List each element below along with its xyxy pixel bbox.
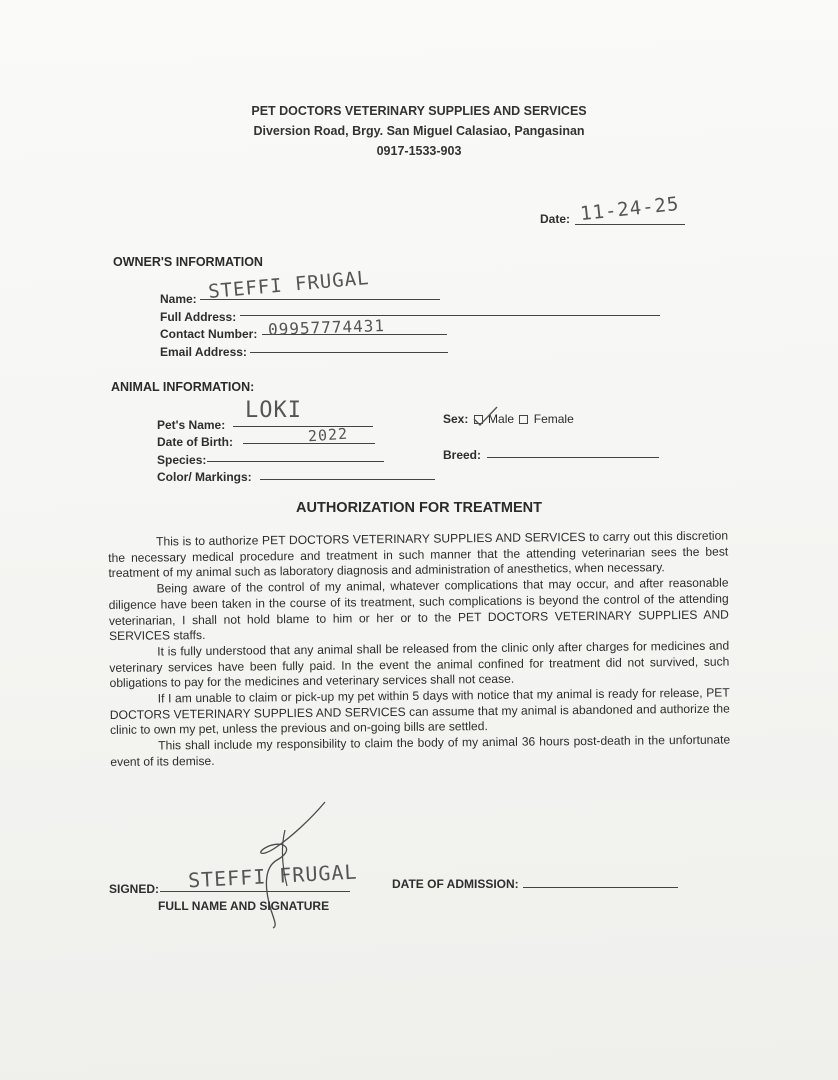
sex-field: [443, 412, 574, 426]
signed-label: SIGNED:: [109, 882, 160, 896]
pet-name-line: [233, 426, 373, 427]
date-of-admission-line: [523, 887, 678, 888]
full-address-line: [240, 315, 660, 316]
email-label: Email Address:: [160, 345, 247, 359]
dob-value: 2022: [307, 424, 349, 446]
authorization-paragraph: Being aware of the control of my animal, whatever complications that may occur, and after reasonable diligence have been taken in the course of its treatment, such complications is beyond the control of the attending veterinarian, I shall not hold blame to him or her or to the PET DOCTORS VETERINARY SUPPLIES AND SERVICES staffs.: [108, 575, 729, 644]
breed-line: [487, 457, 659, 458]
animal-heading: ANIMAL INFORMATION:: [111, 380, 255, 394]
color-markings-label: Color/ Markings:: [157, 470, 252, 484]
color-markings-line: [260, 479, 435, 480]
breed-label: Breed:: [443, 448, 482, 462]
female-checkbox[interactable]: [519, 415, 528, 424]
owner-name-value: STEFFI FRUGAL: [207, 266, 371, 304]
species-line: [207, 461, 384, 462]
male-check-mark: [472, 406, 498, 426]
date-of-admission-label: DATE OF ADMISSION:: [392, 877, 519, 891]
owner-heading: OWNER'S INFORMATION: [113, 255, 263, 269]
authorization-paragraph: This shall include my responsibility to claim the body of my animal 36 hours post-death in the unfortunate event of its demise.: [110, 732, 731, 769]
male-label: Male: [488, 412, 515, 426]
clinic-address: Diversion Road, Brgy. San Miguel Calasiao, Pangasinan: [253, 124, 585, 138]
female-label: Female: [533, 412, 574, 426]
authorization-paragraph: This is to authorize PET DOCTORS VETERINARY SUPPLIES AND SERVICES to carry out this discretion the necessary medical procedure and treatment in such manner that the attending veterinarian sees the best treatment of my animal such as laboratory diagnosis and administration of anesthetics, when necessary.: [108, 528, 729, 581]
authorization-title: AUTHORIZATION FOR TREATMENT: [296, 500, 542, 516]
full-address-label: Full Address:: [160, 310, 237, 324]
date-label: Date:: [540, 212, 571, 226]
sex-label: Sex:: [443, 412, 469, 426]
owner-name-label: Name:: [160, 292, 197, 306]
clinic-phone: 0917-1533-903: [376, 144, 462, 158]
pet-name-value: LOKI: [245, 398, 302, 423]
contact-number-value: 09957774431: [267, 315, 386, 340]
pet-name-label: Pet's Name:: [157, 418, 226, 432]
signature-name: STEFFI FRUGAL: [187, 859, 359, 893]
clinic-name: PET DOCTORS VETERINARY SUPPLIES AND SERVICES: [251, 104, 587, 118]
authorization-paragraph: It is fully understood that any animal shall be released from the clinic only after charges for medicines and veterinary services have been fully paid. In the event the animal confined for treatment did not survived, such obligations to pay for the medicines and veterinary services shall not cease.: [109, 638, 730, 691]
email-line: [250, 352, 448, 353]
signature-caption: FULL NAME AND SIGNATURE: [158, 899, 330, 913]
authorization-body: [108, 529, 730, 771]
authorization-paragraph: If I am unable to claim or pick-up my pet within 5 days with notice that my animal is ready for release, PET DOCTORS VETERINARY SUPPLIES AND SERVICES can assume that my animal is abandoned and authorize the clinic to own my pet, unless the previous and on-going bills are settled.: [109, 685, 730, 738]
contact-number-label: Contact Number:: [160, 327, 258, 341]
dob-label: Date of Birth:: [157, 435, 233, 449]
date-line: [575, 224, 685, 225]
species-label: Species:: [157, 453, 207, 467]
date-value: 11-24-25: [579, 192, 681, 226]
